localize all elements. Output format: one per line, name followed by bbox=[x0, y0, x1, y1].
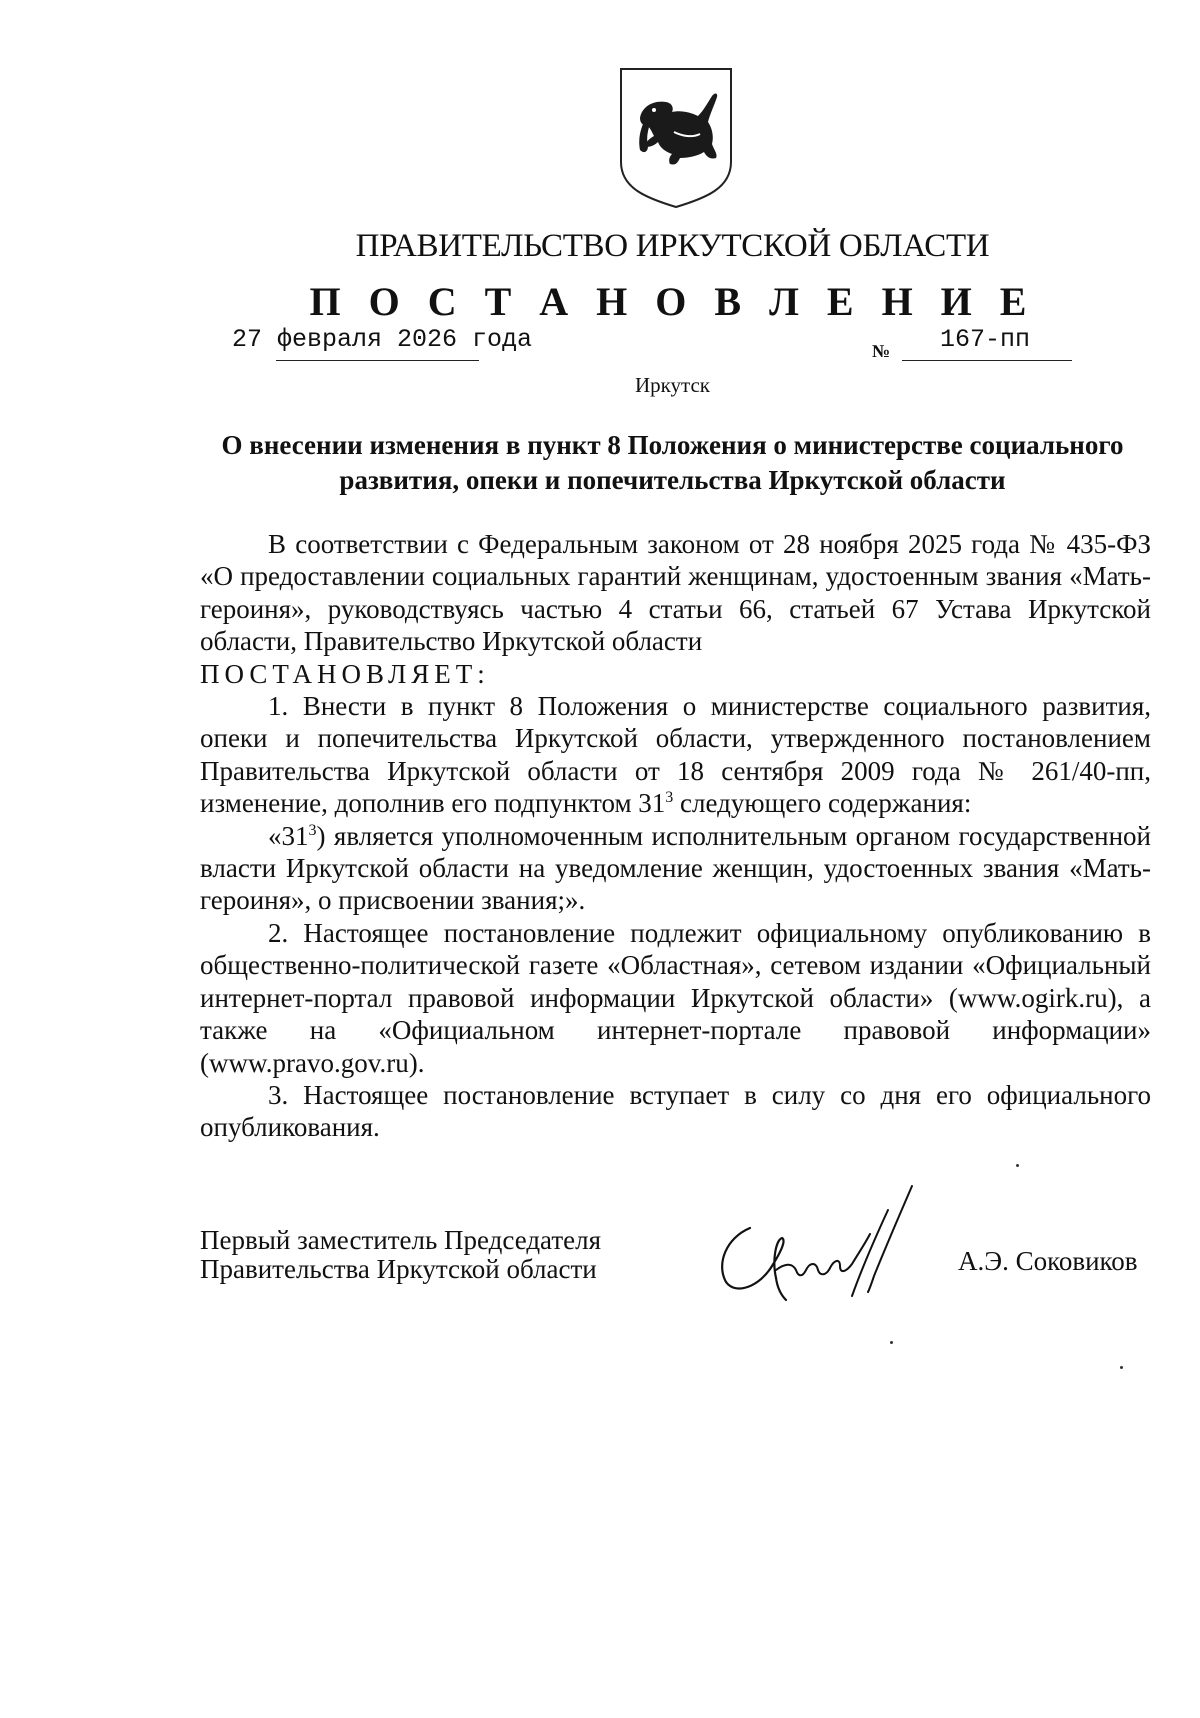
quote-text: ) является уполномоченным исполнительным органом государственной власти Иркутской области на уведомление женщин, удостоенных звания «Мать-героиня», о присвоении звания;». bbox=[200, 820, 1151, 916]
item-1-paragraph bbox=[200, 690, 1151, 820]
city: Иркутск bbox=[634, 373, 711, 397]
resolves-line: ПОСТАНОВЛЯЕТ: bbox=[200, 658, 490, 689]
scan-speck bbox=[890, 1341, 893, 1344]
item-2-paragraph: 2. Настоящее постановление подлежит официальному опубликованию в общественно-политической газете «Областная», сетевом издании «Официальный интернет-портал правовой информации Иркутской области» (www.ogirk.ru), а также на «Официальном интернет-портале правовой информации» (www.pravo.gov.ru). bbox=[200, 917, 1151, 1078]
preamble-paragraph: В соответствии с Федеральным законом от 28 ноября 2025 года № 435-ФЗ «О предоставлении социальных гарантий женщинам, удостоенным звания «Мать-героиня», руководствуясь частью 4 статьи 66, статьей 67 Устава Иркутской области, Правительство Иркутской области bbox=[200, 529, 1151, 657]
item-3-paragraph: 3. Настоящее постановление вступает в силу со дня его официального опубликования. bbox=[200, 1079, 1151, 1143]
number-sign: № bbox=[872, 341, 891, 361]
document-body bbox=[200, 528, 1151, 1144]
scan-speck bbox=[1016, 1164, 1019, 1167]
document-type: П О С Т А Н О В Л Е Н И Е bbox=[309, 279, 1036, 324]
coat-of-arms-icon bbox=[618, 66, 734, 210]
position-line-2: Правительства Иркутской области bbox=[200, 1254, 597, 1284]
item-1-text: 1. Внести в пункт 8 Положения о министерстве социального развития, опеки и попечительства Иркутской области, утвержденного постановлением Правительства Иркутской области от 18 сентября 2009 года № 261/40-пп, изменение, дополнив его подпунктом 31 bbox=[200, 691, 1151, 819]
quoted-subpoint bbox=[200, 820, 1151, 917]
government-title: ПРАВИТЕЛЬСТВО ИРКУТСКОЙ ОБЛАСТИ bbox=[355, 228, 990, 264]
signatory-name: А.Э. Соковиков bbox=[958, 1246, 1138, 1276]
signatory-position bbox=[200, 1226, 601, 1284]
item-1-superscript: 3 bbox=[665, 789, 674, 807]
date-underline bbox=[276, 360, 479, 361]
document-date: 27 февраля 2026 года bbox=[232, 325, 533, 354]
number-underline bbox=[902, 360, 1072, 361]
document-title: О внесении изменения в пункт 8 Положения о министерстве социального развития, опеки и попечительства Иркутской области bbox=[221, 430, 1124, 495]
position-line-1: Первый заместитель Председателя bbox=[200, 1225, 602, 1255]
handwritten-signature bbox=[712, 1180, 942, 1310]
item-1-text-end: следующего содержания: bbox=[673, 788, 972, 819]
document-number: 167-пп bbox=[940, 325, 1031, 354]
scan-speck bbox=[1120, 1366, 1123, 1369]
quote-open: «31 bbox=[268, 820, 309, 851]
quote-superscript: 3 bbox=[308, 821, 317, 839]
